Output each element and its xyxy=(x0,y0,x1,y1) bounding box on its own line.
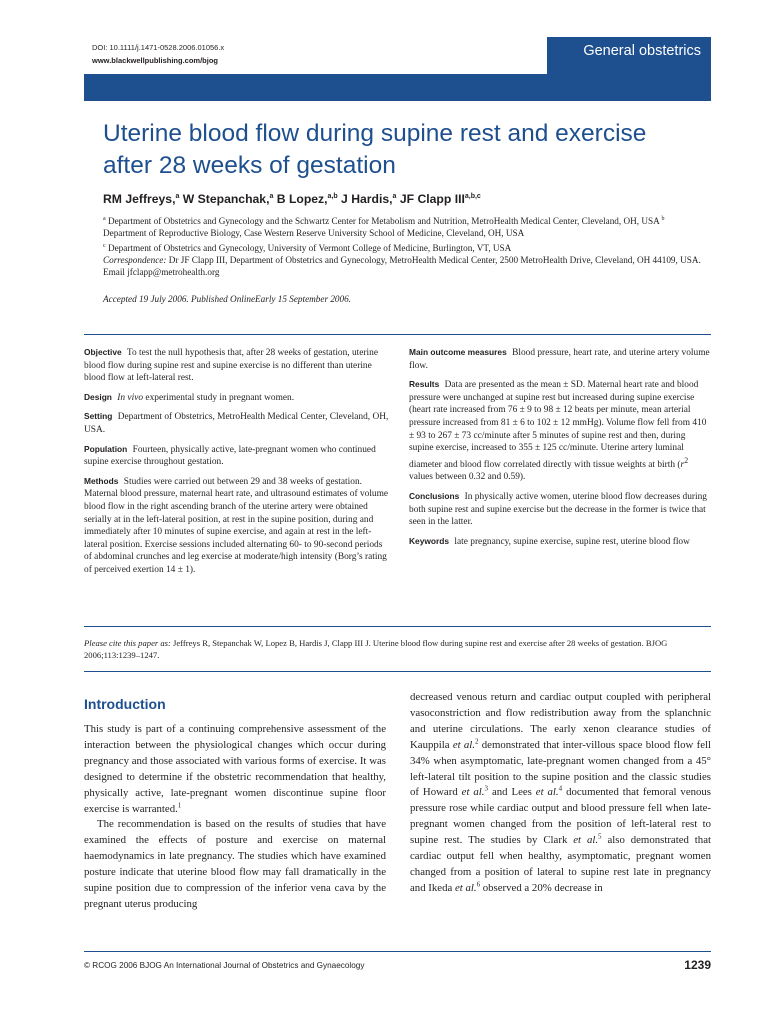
footer-rule xyxy=(84,951,711,952)
article-title: Uterine blood flow during supine rest and exercise after 28 weeks of gestation xyxy=(103,120,647,179)
abstract-heading: Objective xyxy=(84,347,122,357)
citation-bottom-rule xyxy=(84,671,711,672)
abstract-conclusions xyxy=(409,490,711,529)
reference-mark[interactable]: 3 xyxy=(484,784,488,793)
body-text: This study is part of a continuing comprehensive assessment of the interaction between the physiological changes which occur during pregnancy and those associated with various forms of exercise. It was designed to determine if the obstetric recommendation that healthy, physically active, late-pregnant women discontinue supine floor exercise is warranted. xyxy=(84,723,386,815)
correspondence-label: Correspondence: xyxy=(103,255,167,266)
author-name: RM Jeffreys, xyxy=(103,192,176,206)
abstract-heading: Keywords xyxy=(409,535,450,546)
body-paragraph xyxy=(84,817,386,912)
body-text: et al. xyxy=(452,738,475,751)
author-affiliation-mark: a xyxy=(175,192,180,200)
affiliation-text: Department of Obstetrics and Gynecology, University of Vermont College of Medicine, Burlington, VT, USA xyxy=(105,242,512,253)
abstract-text: values between 0.32 and 0.59). xyxy=(409,472,526,483)
abstract-keywords xyxy=(409,535,711,549)
body-text: et al. xyxy=(573,834,599,847)
introduction-heading: Introduction xyxy=(84,696,166,712)
affiliations xyxy=(103,213,703,279)
body-text: documented that femoral venous pressure rose while cardiac output and blood pressure fell when late-pregnant women changed from the position of left-lateral rest to supine rest. The studies by Clark xyxy=(410,786,712,847)
body-text: observed a 20% decrease in xyxy=(480,881,603,894)
abstract-heading: Conclusions xyxy=(409,491,460,502)
affiliation-text: Department of Reproductive Biology, Case Western Reserve University School of Medicine, Cleveland, OH, USA xyxy=(103,228,525,239)
affiliation-mark: b xyxy=(661,216,665,222)
citation-note xyxy=(84,637,711,661)
body-text: The recommendation is based on the results of studies that have examined the effects of posture and exercise on maternal haemodynamics in late pregnancy. The studies which have examined posture indicate that uterine blood flow may fall dramatically in the supine position due to compression of the inferior vena cava by the pregnant uterus producing xyxy=(84,818,386,910)
abstract-left-column xyxy=(84,346,389,583)
abstract-text: r xyxy=(680,459,685,470)
abstract-text: In physically active women, uterine blood flow decreases during both supine rest and supine exercise but the decrease in the former is twice that seen in the latter. xyxy=(409,492,707,528)
author-name: J Hardis, xyxy=(337,192,393,206)
citation-text: Jeffreys R, Stepanchak W, Lopez B, Hardis J, Clapp III J. Uterine blood flow during supine rest and exercise after 28 weeks of gestation. BJOG 2006;113:1239–1247. xyxy=(84,638,668,660)
abstract-results xyxy=(409,378,711,484)
abstract-heading: Design xyxy=(84,391,112,402)
author-name: B Lopez, xyxy=(273,192,328,206)
author-affiliation-mark: a,b,c xyxy=(464,192,481,200)
page-number: 1239 xyxy=(684,958,711,972)
body-left-column xyxy=(84,722,386,913)
abstract-text: Data are presented as the mean ± SD. Maternal heart rate and blood pressure were unchanged at supine rest but increased during supine exercise (heart rate increased from 76 ± 9 to 98 ± 12 beats per minute, mean arterial pressure increased from 81 ± 6 to 102 ± 12 mmHg). Volume flow fell from 410 ± 93 to 267 ± 73 cc/minute after 5 minutes of supine rest and then, during supine exercise, increased to 355 ± 125 cc/minute. Uterine artery luminal diameter and blood flow correlated directly with tissue weights at birth ( xyxy=(409,380,707,470)
abstract-heading: Population xyxy=(84,443,128,454)
abstract-design xyxy=(84,391,389,405)
reference-mark[interactable]: 4 xyxy=(558,784,563,793)
body-text: et al. xyxy=(461,786,485,799)
abstract-text: In vivo xyxy=(117,392,144,403)
journal-website-link[interactable]: www.blackwellpublishing.com/bjog xyxy=(92,56,218,65)
abstract-methods xyxy=(84,475,389,577)
abstract-text: Department of Obstetrics, MetroHealth Medical Center, Cleveland, OH, USA. xyxy=(84,412,389,435)
body-text: et al. xyxy=(535,786,559,799)
correspondence-text[interactable]: Dr JF Clapp III, Department of Obstetrics and Gynecology, MetroHealth Medical Center, 2500 MetroHealth Drive, Cleveland, OH 44109, USA. Email jfclapp@metrohealth.org xyxy=(103,255,701,278)
abstract-text: Fourteen, physically active, late-pregnant women who continued supine exercise throughout gestation. xyxy=(84,444,376,468)
reference-mark[interactable]: 6 xyxy=(476,880,481,889)
footer-copyright: © RCOG 2006 BJOG An International Journal of Obstetrics and Gynaecology xyxy=(84,961,365,970)
affiliation-mark: a xyxy=(103,216,106,222)
author-affiliation-mark: a xyxy=(269,192,274,200)
accepted-date: Accepted 19 July 2006. Published OnlineEarly 15 September 2006. xyxy=(103,294,351,304)
abstract-text: Studies were carried out between 29 and 38 weeks of gestation. Maternal blood pressure, maternal heart rate, and ultrasound estimates of volume blood flow in the right ascending branch of the uterine artery were obtained serially at in the left-lateral position, at rest in the supine position, during and immediately after 10 minutes of supine exercise, and again at rest in the left-lateral position. Exercise sessions included alternating 60- to 90-second periods of abdominal crunches and leg exercise at moderate/high intensity (Borg’s rating of perceived exertion 14 ± 1). xyxy=(84,476,389,575)
author-list xyxy=(103,192,481,206)
body-text: demonstrated that inter-villous space blood flow fell 34% when asymptomatic, late-pregnant women changed from a 45° left-lateral tilt position to the supine position and the classic studies of Howard xyxy=(410,738,711,799)
author-affiliation-mark: a xyxy=(392,192,397,200)
author-affiliation-mark: a,b xyxy=(327,192,338,200)
abstract-text: To test the null hypothesis that, after 28 weeks of gestation, uterine blood flow during supine rest and supine exercise is no different than uterine blood flow at left-lateral rest. xyxy=(84,348,379,384)
body-paragraph xyxy=(84,722,386,817)
abstract-text: late pregnancy, supine exercise, supine rest, uterine blood flow xyxy=(454,536,690,547)
reference-mark[interactable]: 2 xyxy=(475,737,479,746)
abstract-heading: Main outcome measures xyxy=(409,347,507,357)
abstract-setting xyxy=(84,410,389,436)
body-text: decreased venous return and cardiac output coupled with peripheral vasoconstriction and flow redistribution away from the splanchnic and uterine circulations. The early xenon clearance studies of Kauppila xyxy=(410,691,711,751)
reference-mark[interactable]: 1 xyxy=(177,800,182,809)
body-text: also demonstrated that cardiac output fell when healthy, asymptomatic, pregnant women changed from a position of lateral to supine rest late in pregnancy and Ikeda xyxy=(410,834,711,894)
citation-label: Please cite this paper as: xyxy=(84,638,171,648)
abstract-top-rule xyxy=(84,334,711,335)
author-name: W Stepanchak, xyxy=(179,192,270,206)
abstract-heading: Results xyxy=(409,379,440,390)
body-text: and Lees xyxy=(488,786,536,799)
abstract-main-outcome xyxy=(409,346,711,372)
abstract-text: experimental study in pregnant women. xyxy=(143,392,295,403)
body-paragraph xyxy=(410,690,711,897)
abstract-text: Blood pressure, heart rate, and uterine artery volume flow. xyxy=(409,348,710,371)
body-text: et al. xyxy=(454,881,477,894)
abstract-objective xyxy=(84,346,389,385)
abstract-population xyxy=(84,443,389,469)
abstract-heading: Setting xyxy=(84,411,113,422)
abstract-heading: Methods xyxy=(84,475,119,486)
section-label: General obstetrics xyxy=(583,43,701,59)
affiliation-text: Department of Obstetrics and Gynecology and the Schwartz Center for Metabolism and Nutrition, MetroHealth Medical Center, Cleveland, OH, USA xyxy=(105,216,662,227)
abstract-right-column xyxy=(409,346,711,554)
doi-text[interactable]: DOI: 10.1111/j.1471-0528.2006.01056.x xyxy=(92,43,225,52)
superscript: 2 xyxy=(684,455,689,465)
affiliation-mark: c xyxy=(103,242,106,249)
reference-mark[interactable]: 5 xyxy=(598,832,602,841)
abstract-bottom-rule xyxy=(84,626,711,627)
body-right-column xyxy=(410,690,711,897)
author-name: JF Clapp III xyxy=(396,192,465,206)
